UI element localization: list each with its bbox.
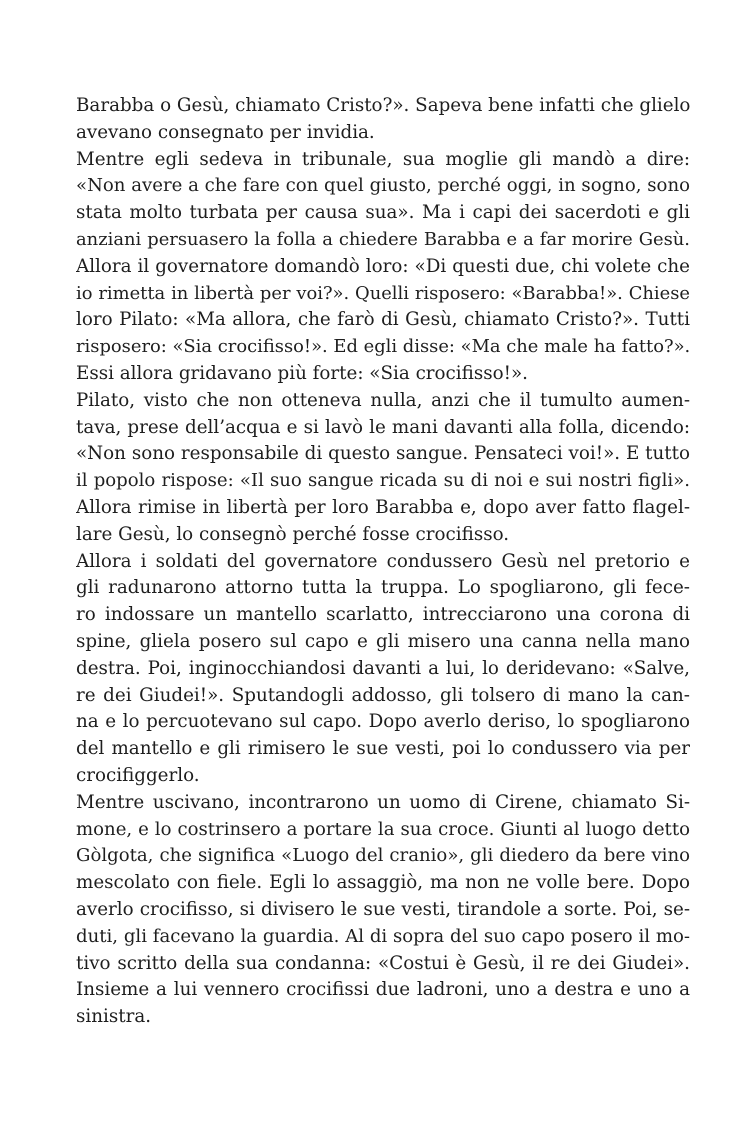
text-line: ro indossare un mantello scarlatto, intrecciarono una corona di <box>76 604 690 626</box>
text-line: destra. Poi, inginocchiandosi davanti a lui, lo deridevano: «Salve, <box>76 657 690 679</box>
text-line: re dei Giudei!». Sputandogli addosso, gli tolsero di mano la can- <box>76 684 690 706</box>
text-line: Insieme a lui vennero crocifissi due ladroni, uno a destra e uno a <box>76 979 690 1001</box>
text-line: mone, e lo costrinsero a portare la sua croce. Giunti al luogo detto <box>76 818 690 840</box>
text-line: stata molto turbata per causa sua». Ma i capi dei sacerdoti e gli <box>76 202 690 224</box>
text-line: Mentre egli sedeva in tribunale, sua moglie gli mandò a dire: <box>76 148 690 170</box>
text-line: il popolo rispose: «Il suo sangue ricada su di noi e sui nostri figli». <box>76 470 690 492</box>
text-line: Pilato, visto che non otteneva nulla, anzi che il tumulto aumen- <box>76 389 690 411</box>
text-line: io rimetta in libertà per voi?». Quelli risposero: «Barabba!». Chiese <box>76 282 690 304</box>
text-line: sinistra. <box>76 1006 152 1028</box>
text-line: Gòlgota, che significa «Luogo del cranio», gli diedero da bere vino <box>76 845 690 867</box>
text-line: crocifiggerlo. <box>76 764 200 786</box>
text-line: lare Gesù, lo consegnò perché fosse crocifisso. <box>76 523 510 545</box>
text-line: Barabba o Gesù, chiamato Cristo?». Sapeva bene infatti che glielo <box>76 95 690 116</box>
text-line: tava, prese dell’acqua e si lavò le mani davanti alla folla, dicendo: <box>76 416 690 438</box>
text-line: Allora i soldati del governatore condussero Gesù nel pretorio e <box>76 550 690 572</box>
text-line: gli radunarono attorno tutta la truppa. Lo spogliarono, gli fece- <box>76 577 690 599</box>
text-line: del mantello e gli rimisero le sue vesti, poi lo condussero via per <box>76 738 690 760</box>
text-line: avevano consegnato per invidia. <box>76 121 375 143</box>
text-line: averlo crocifisso, si divisero le sue vesti, tirandole a sorte. Poi, se- <box>76 898 690 920</box>
text-line: «Non sono responsabile di questo sangue. Pensateci voi!». E tutto <box>76 443 690 465</box>
page-text <box>76 93 690 1093</box>
text-line: duti, gli facevano la guardia. Al di sopra del suo capo posero il mo- <box>76 925 690 947</box>
text-line: Allora il governatore domandò loro: «Di questi due, chi volete che <box>76 255 690 277</box>
text-line: Mentre uscivano, incontrarono un uomo di Cirene, chiamato Si- <box>76 791 690 813</box>
text-line: «Non avere a che fare con quel giusto, perché oggi, in sogno, sono <box>76 175 690 197</box>
text-line: Allora rimise in libertà per loro Barabba e, dopo aver fatto flagel- <box>76 496 690 518</box>
text-line: risposero: «Sia crocifisso!». Ed egli disse: «Ma che male ha fatto?». <box>76 336 690 358</box>
text-line: loro Pilato: «Ma allora, che farò di Gesù, chiamato Cristo?». Tutti <box>76 309 690 331</box>
text-line: tivo scritto della sua condanna: «Costui è Gesù, il re dei Giudei». <box>76 952 690 974</box>
text-line: spine, gliela posero sul capo e gli misero una canna nella mano <box>76 630 690 652</box>
text-line: anziani persuasero la folla a chiedere Barabba e a far morire Gesù. <box>76 228 690 250</box>
text-line: Essi allora gridavano più forte: «Sia crocifisso!». <box>76 362 528 384</box>
text-line: mescolato con fiele. Egli lo assaggiò, ma non ne volle bere. Dopo <box>76 872 690 894</box>
text-line: na e lo percuotevano sul capo. Dopo averlo deriso, lo spogliarono <box>76 711 690 733</box>
